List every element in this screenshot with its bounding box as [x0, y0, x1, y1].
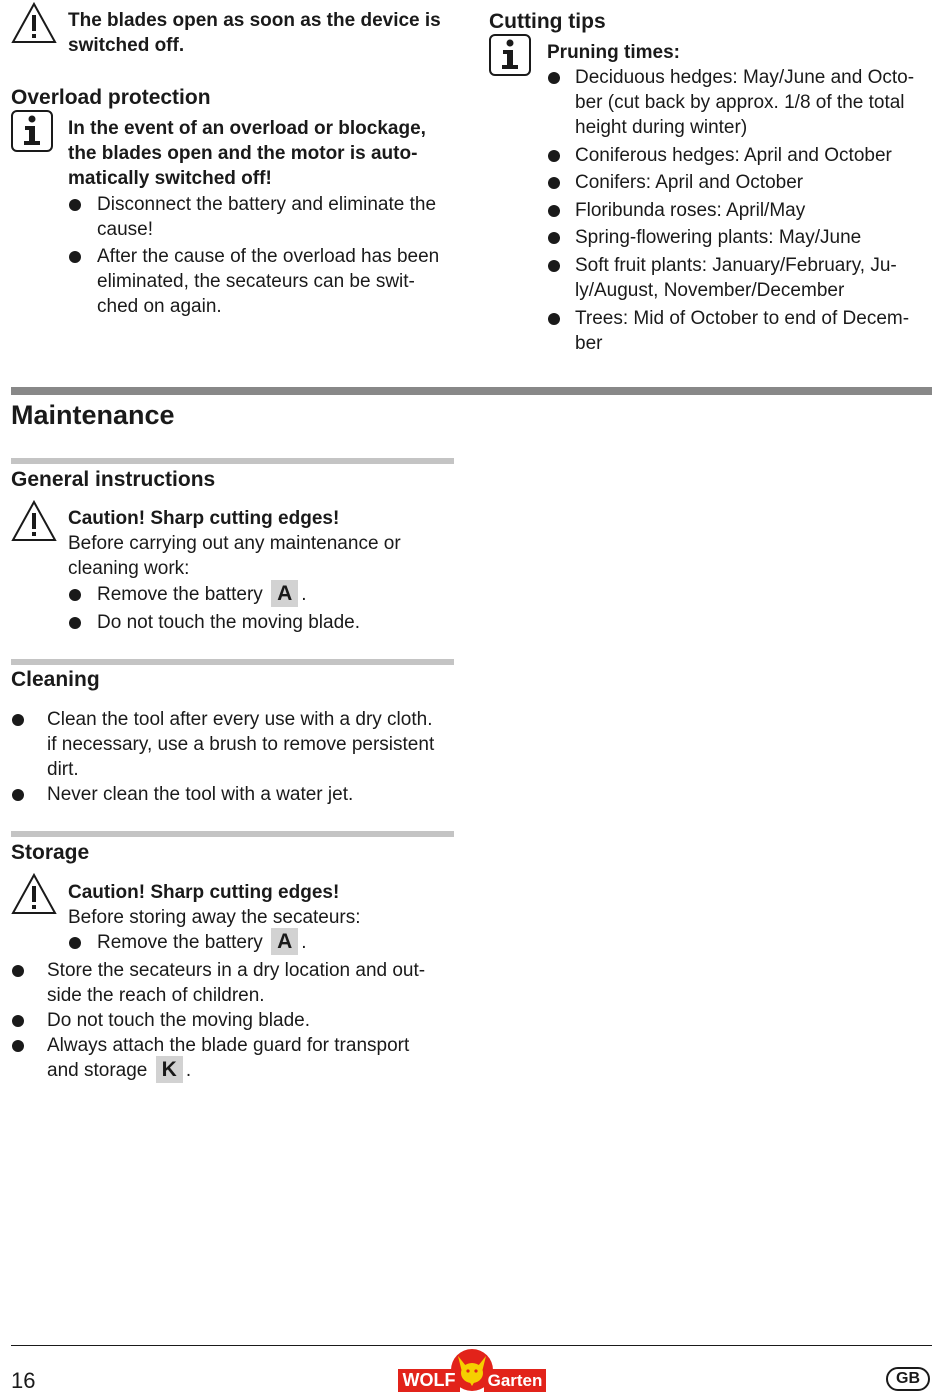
footer-rule: [11, 1345, 932, 1346]
general-bullet-2: Do not touch the moving blade.: [97, 612, 361, 633]
general-bullet-1: [97, 580, 307, 607]
pruning-times-label: Pruning times:: [547, 42, 681, 63]
battery-key-label: A: [271, 928, 298, 955]
bullet-dot: [12, 1040, 24, 1052]
tip-7-line-2: ber: [575, 333, 603, 354]
period: .: [301, 584, 307, 605]
cleaning-bullet-1-line-3: dirt.: [47, 759, 79, 780]
warning-triangle-icon: [11, 2, 57, 44]
storage-bullet-1: [97, 928, 307, 955]
wolf-garten-logo: [398, 1348, 548, 1394]
overload-bullet-2-line-3: ched on again.: [97, 296, 222, 317]
bullet-dot: [12, 789, 24, 801]
tip-2: Coniferous hedges: April and October: [575, 145, 892, 166]
storage-heading: Storage: [11, 841, 90, 864]
maintenance-title: Maintenance: [11, 400, 175, 430]
logo-garten-text: Garten: [487, 1371, 543, 1390]
subsection-divider: [11, 458, 454, 464]
bullet-dot: [548, 205, 560, 217]
general-line-2: cleaning work:: [68, 558, 190, 579]
tip-6-line-1: Soft fruit plants: January/February, Ju-: [575, 255, 897, 276]
cleaning-bullet-1-line-1: Clean the tool after every use with a dry cloth.: [47, 709, 433, 730]
cleaning-heading: Cleaning: [11, 668, 100, 691]
warning-text-line-2: switched off.: [68, 35, 185, 56]
tip-1-line-2: ber (cut back by approx. 1/8 of the total: [575, 92, 905, 113]
storage-bullet-4-text: and storage: [47, 1060, 148, 1081]
overload-info-line-1: In the event of an overload or blockage,: [68, 118, 426, 139]
bullet-dot: [548, 177, 560, 189]
overload-bullet-2-line-2: eliminated, the secateurs can be swit-: [97, 271, 415, 292]
bullet-dot: [69, 589, 81, 601]
info-icon: [489, 34, 531, 76]
blade-guard-key-label: K: [156, 1056, 183, 1083]
general-line-1: Before carrying out any maintenance or: [68, 533, 401, 554]
overload-bullet-2-line-1: After the cause of the overload has been: [97, 246, 440, 267]
overload-bullet-1-line-1: Disconnect the battery and eliminate the: [97, 194, 437, 215]
country-code: GB: [896, 1370, 920, 1387]
bullet-dot: [548, 150, 560, 162]
tip-1-line-1: Deciduous hedges: May/June and Octo-: [575, 67, 915, 88]
subsection-divider: [11, 831, 454, 837]
warning-triangle-icon: [11, 500, 57, 542]
section-divider: [11, 387, 932, 395]
tip-7-line-1: Trees: Mid of October to end of Decem-: [575, 308, 910, 329]
bullet-dot: [548, 260, 560, 272]
bullet-dot: [69, 617, 81, 629]
storage-bullet-4-line-1: Always attach the blade guard for transport: [47, 1035, 410, 1056]
period: .: [301, 932, 307, 953]
logo-garten-box: [484, 1369, 546, 1392]
bullet-dot: [69, 937, 81, 949]
bullet-dot: [69, 199, 81, 211]
bullet-dot: [12, 1015, 24, 1027]
overload-bullet-1-line-2: cause!: [97, 219, 153, 240]
storage-bullet-2-line-2: side the reach of children.: [47, 985, 265, 1006]
bullet-dot: [548, 232, 560, 244]
info-icon: [11, 110, 53, 152]
battery-key-label: A: [271, 580, 298, 607]
storage-bullet-2-line-1: Store the secateurs in a dry location and out-: [47, 960, 426, 981]
bullet-dot: [12, 714, 24, 726]
warning-text-line-1: The blades open as soon as the device is: [68, 10, 441, 31]
period: .: [185, 1060, 192, 1081]
bullet-dot: [548, 72, 560, 84]
page-number: 16: [11, 1368, 36, 1393]
storage-line: Before storing away the secateurs:: [68, 907, 361, 928]
country-badge: [886, 1367, 930, 1391]
tip-4: Floribunda roses: April/May: [575, 200, 806, 221]
storage-bullet-4-line-2: [47, 1056, 191, 1083]
bullet-dot: [69, 251, 81, 263]
bullet-dot: [548, 313, 560, 325]
overload-info-line-3: matically switched off!: [68, 168, 272, 189]
tip-3: Conifers: April and October: [575, 172, 804, 193]
storage-caution: Caution! Sharp cutting edges!: [68, 882, 340, 903]
logo-wolf-text: WOLF: [402, 1370, 456, 1390]
warning-triangle-icon: [11, 873, 57, 915]
storage-bullet-1-text: Remove the battery: [97, 932, 263, 953]
tip-6-line-2: ly/August, November/December: [575, 280, 845, 301]
cutting-tips-heading: Cutting tips: [489, 10, 606, 33]
logo-wolf-box: [398, 1369, 460, 1392]
bullet-dot: [12, 965, 24, 977]
general-caution: Caution! Sharp cutting edges!: [68, 508, 340, 529]
tip-1-line-3: height during winter): [575, 117, 748, 138]
overload-info-line-2: the blades open and the motor is auto-: [68, 143, 418, 164]
storage-bullet-3: Do not touch the moving blade.: [47, 1010, 311, 1031]
general-bullet-1-text: Remove the battery: [97, 584, 263, 605]
general-heading: General instructions: [11, 468, 216, 491]
overload-heading: Overload protection: [11, 86, 211, 109]
subsection-divider: [11, 659, 454, 665]
tip-5: Spring-flowering plants: May/June: [575, 227, 862, 248]
cleaning-bullet-1-line-2: if necessary, use a brush to remove persistent: [47, 734, 435, 755]
cleaning-bullet-2: Never clean the tool with a water jet.: [47, 784, 354, 805]
